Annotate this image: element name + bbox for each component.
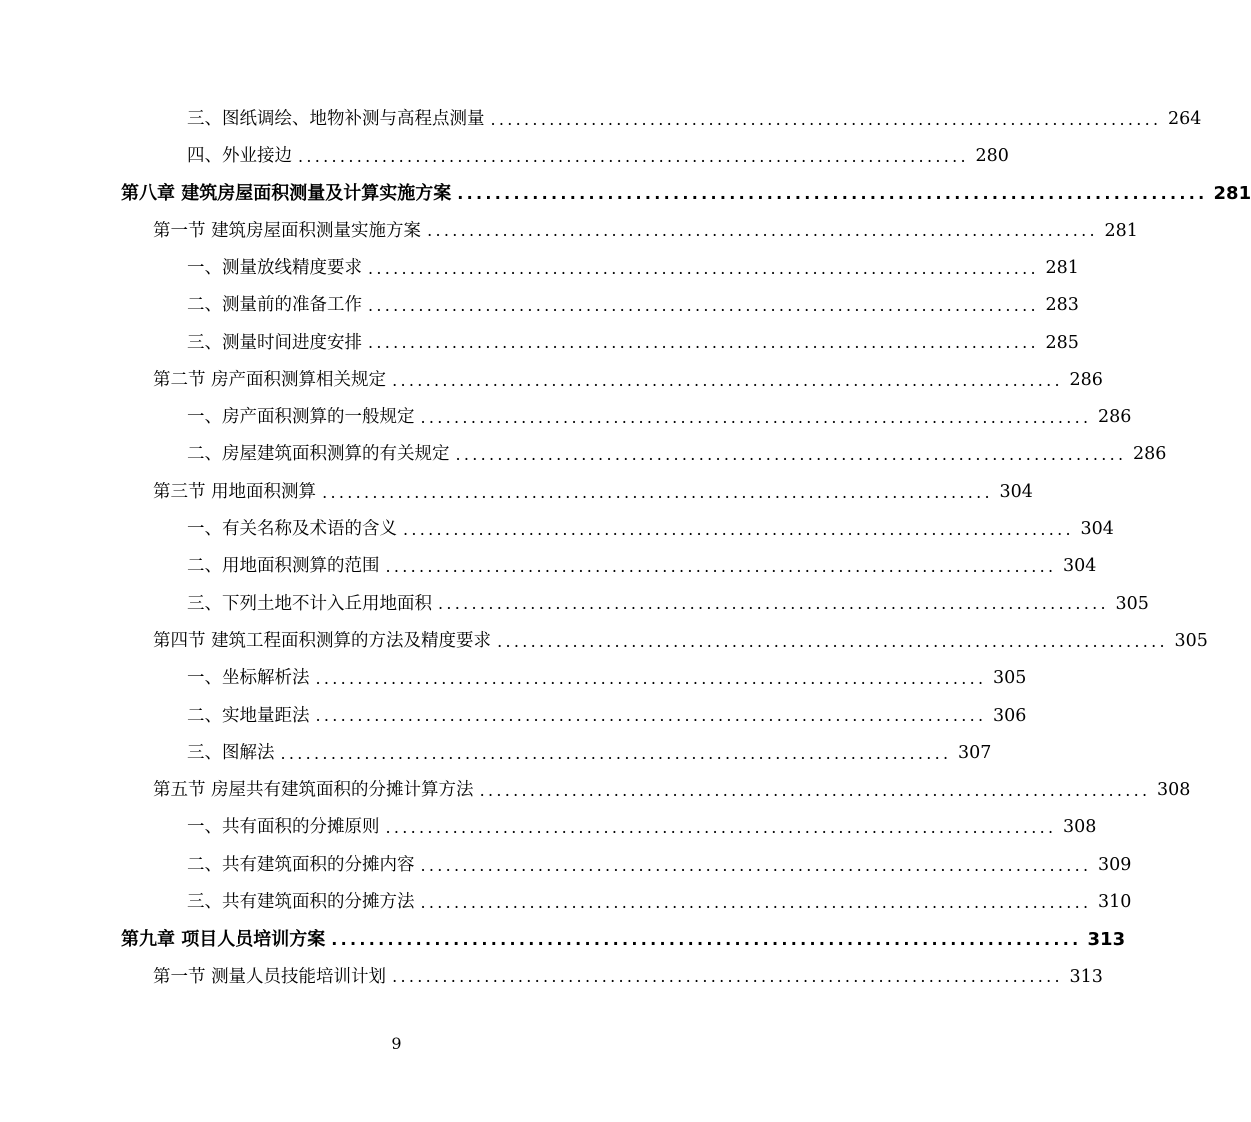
toc-entry-page: 304 xyxy=(1080,519,1114,540)
toc-entry-page: 286 xyxy=(1097,407,1132,428)
toc-entry-title: 第五节 房屋共有建筑面积的分摊计算方法 xyxy=(153,780,474,801)
toc-entry-title: 一、房产面积测算的一般规定 xyxy=(187,407,415,428)
toc-entry-page: 304 xyxy=(1062,556,1097,577)
toc-entry-title: 一、坐标解析法 xyxy=(187,668,310,689)
toc-entry-title: 一、共有面积的分摊原则 xyxy=(187,817,380,838)
toc-entry-page: 305 xyxy=(1174,630,1208,651)
toc-entry-page: 281 xyxy=(1104,220,1138,241)
toc-leader-dots: ................................................................................ xyxy=(368,296,1039,315)
toc-leader-dots: ................................................................................ xyxy=(331,930,1082,950)
toc-entry-page: 309 xyxy=(1097,854,1132,875)
toc-subsection-entry[interactable] xyxy=(187,698,1027,735)
toc-subsection-entry[interactable] xyxy=(187,101,1202,138)
toc-leader-dots: ................................................................................ xyxy=(438,594,1109,614)
toc-entry-page: 286 xyxy=(1069,369,1103,390)
toc-leader-dots: ................................................................................ xyxy=(392,370,1063,390)
toc-leader-dots: ................................................................................ xyxy=(298,146,969,166)
toc-entry-title: 第四节 建筑工程面积测算的方法及精度要求 xyxy=(153,630,492,651)
toc-subsection-entry[interactable] xyxy=(187,288,1079,325)
toc-subsection-entry[interactable] xyxy=(187,325,1079,362)
toc-entry-page: 308 xyxy=(1062,817,1097,838)
toc-entry-title: 第九章 项目人员培训方案 xyxy=(121,929,326,951)
toc-section-entry[interactable] xyxy=(153,959,1103,996)
toc-entry-title: 二、实地量距法 xyxy=(187,705,310,726)
toc-subsection-entry[interactable] xyxy=(187,847,1132,884)
toc-entry-title: 二、测量前的准备工作 xyxy=(187,295,362,316)
toc-subsection-entry[interactable] xyxy=(187,810,1097,847)
toc-entry-page: 281 xyxy=(1045,257,1079,278)
toc-leader-dots: ................................................................................ xyxy=(322,482,993,502)
toc-leader-dots: ................................................................................ xyxy=(457,184,1208,204)
toc-subsection-entry[interactable] xyxy=(187,884,1132,921)
toc-leader-dots: ................................................................................ xyxy=(497,631,1168,651)
toc-entry-title: 第三节 用地面积测算 xyxy=(153,481,317,502)
toc-subsection-entry[interactable] xyxy=(187,437,1167,474)
toc-leader-dots: ................................................................................ xyxy=(280,743,952,763)
toc-leader-dots: ................................................................................ xyxy=(420,407,1092,427)
toc-entry-page: 308 xyxy=(1157,780,1191,801)
toc-subsection-entry[interactable] xyxy=(187,661,1027,698)
toc-entry-title: 第一节 建筑房屋面积测量实施方案 xyxy=(153,220,422,241)
toc-section-entry[interactable] xyxy=(153,623,1208,660)
toc-entry-page: 310 xyxy=(1097,892,1132,913)
toc-entry-page: 305 xyxy=(1115,593,1149,614)
toc-leader-dots: ................................................................................ xyxy=(385,818,1057,838)
toc-entry-page: 305 xyxy=(992,668,1027,689)
toc-entry-page: 307 xyxy=(957,742,992,763)
toc-entry-title: 二、共有建筑面积的分摊内容 xyxy=(187,854,415,875)
toc-entry-title: 二、用地面积测算的范围 xyxy=(187,556,380,577)
toc-entry-page: 280 xyxy=(975,146,1009,167)
toc-leader-dots: ................................................................................ xyxy=(420,855,1092,875)
toc-leader-dots: ................................................................................ xyxy=(315,669,987,688)
toc-leader-dots: ................................................................................ xyxy=(315,706,987,726)
toc-section-entry[interactable] xyxy=(153,772,1191,809)
toc-entry-page: 304 xyxy=(999,481,1033,502)
page-number: 9 xyxy=(391,1034,402,1053)
toc-entry-title: 三、下列土地不计入丘用地面积 xyxy=(187,593,432,614)
toc-leader-dots: ................................................................................ xyxy=(368,258,1039,278)
toc-leader-dots: ................................................................................ xyxy=(392,967,1063,987)
toc-chapter-entry[interactable] xyxy=(121,176,1251,213)
toc-entry-title: 三、测量时间进度安排 xyxy=(187,332,362,353)
toc-section-entry[interactable] xyxy=(153,362,1103,399)
toc-entry-title: 一、有关名称及术语的含义 xyxy=(187,519,397,540)
toc-subsection-entry[interactable] xyxy=(187,138,1009,175)
toc-leader-dots: ................................................................................ xyxy=(490,109,1162,129)
toc-leader-dots: ................................................................................ xyxy=(479,780,1151,800)
toc-entry-title: 一、测量放线精度要求 xyxy=(187,257,362,278)
toc-leader-dots: ................................................................................ xyxy=(385,557,1057,577)
toc-chapter-entry[interactable] xyxy=(121,922,1126,959)
toc-subsection-entry[interactable] xyxy=(187,735,992,772)
toc-section-entry[interactable] xyxy=(153,213,1138,250)
toc-entry-title: 三、图解法 xyxy=(187,742,275,763)
toc-subsection-entry[interactable] xyxy=(187,399,1132,436)
toc-entry-title: 第二节 房产面积测算相关规定 xyxy=(153,369,387,390)
toc-entry-page: 286 xyxy=(1132,444,1167,465)
toc-leader-dots: ................................................................................ xyxy=(427,221,1098,241)
toc-entry-page: 306 xyxy=(992,705,1027,726)
toc-entry-page: 313 xyxy=(1087,929,1126,951)
toc-leader-dots: ................................................................................ xyxy=(420,892,1092,912)
toc-subsection-entry[interactable] xyxy=(187,250,1079,287)
toc-subsection-entry[interactable] xyxy=(187,586,1149,623)
toc-entry-title: 三、共有建筑面积的分摊方法 xyxy=(187,892,415,913)
toc-entry-page: 264 xyxy=(1167,108,1202,129)
toc-entry-page: 313 xyxy=(1069,966,1103,987)
toc-leader-dots: ................................................................................ xyxy=(368,333,1039,353)
toc-entry-page: 283 xyxy=(1045,295,1079,316)
toc-entry-title: 四、外业接边 xyxy=(187,146,292,167)
toc-leader-dots: ................................................................................ xyxy=(455,445,1127,465)
toc-subsection-entry[interactable] xyxy=(187,511,1114,548)
toc-entry-page: 281 xyxy=(1213,183,1251,205)
toc-subsection-entry[interactable] xyxy=(187,549,1097,586)
toc-section-entry[interactable] xyxy=(153,474,1033,511)
toc-entry-title: 二、房屋建筑面积测算的有关规定 xyxy=(187,444,450,465)
toc-entry-page: 285 xyxy=(1045,332,1079,353)
toc-entry-title: 第一节 测量人员技能培训计划 xyxy=(153,966,387,987)
toc-entry-title: 第八章 建筑房屋面积测量及计算实施方案 xyxy=(121,183,452,205)
toc-leader-dots: ................................................................................ xyxy=(403,519,1074,539)
toc-entry-title: 三、图纸调绘、地物补测与高程点测量 xyxy=(187,108,485,129)
